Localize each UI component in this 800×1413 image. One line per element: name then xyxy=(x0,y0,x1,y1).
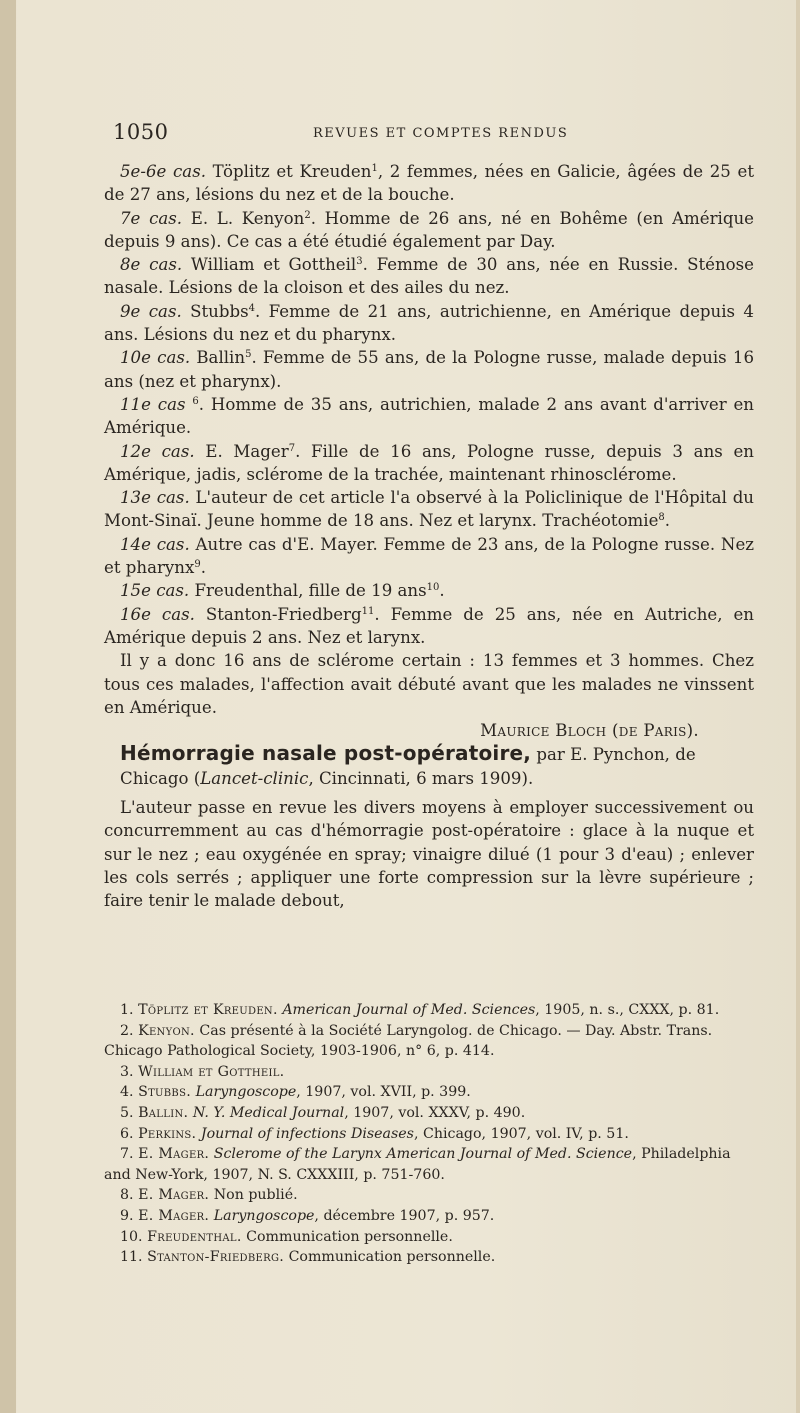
case-paragraph xyxy=(104,440,754,487)
case-text: , 2 femmes, nées en Galicie, âgées de 25 et de 27 ans, lésions du nez et de la bouche. xyxy=(104,162,754,205)
footnote: 6. Perkins. Journal of infections Diseases, Chicago, 1907, vol. IV, p. 51. xyxy=(120,1125,629,1142)
case-paragraph xyxy=(104,579,754,602)
case-label: 10e cas. xyxy=(120,348,191,368)
case-text: Ballin xyxy=(190,348,246,368)
article-heading xyxy=(104,742,754,766)
article-byline: par E. Pynchon, de xyxy=(531,745,696,765)
footnote-ref: 4 xyxy=(248,302,255,314)
footnote-source: N. Y. Medical Journal xyxy=(192,1104,345,1121)
footnote: 11. Stanton-Friedberg. Communication personnelle. xyxy=(120,1249,496,1266)
footnote-author: Kenyon. xyxy=(138,1022,195,1039)
case-text: Freudenthal, fille de 19 ans xyxy=(189,581,427,601)
case-label: 16e cas. xyxy=(120,604,195,624)
footnote-source: Laryngoscope xyxy=(213,1207,315,1224)
footnote-author: E. Mager. xyxy=(138,1207,210,1224)
case-text: Stanton-Friedberg xyxy=(194,604,362,624)
case-label: 7e cas. xyxy=(120,208,183,228)
footnote-author: Freudenthal. xyxy=(147,1228,242,1245)
footnote-source: American Journal of Med. Sciences xyxy=(282,1002,536,1018)
case-text: William et Gottheil xyxy=(182,255,357,275)
article-body: L'auteur passe en revue les divers moyens à employer successivement ou concurremment au cas d'hémorragie post-opératoire : glace à la nuque et sur le nez ; eau oxygénée en spray; vinaigre dilué (1 pour 3 d'eau) ; enlever les cols serrés ; appliquer une forte compression sur la lèvre supérieure ; faire tenir le malade debout, xyxy=(104,798,754,911)
footnote-ref: 5 xyxy=(245,349,252,361)
case-label: 15e cas. xyxy=(120,581,190,601)
case-text: . Femme de 21 ans, autrichienne, en Amérique depuis 4 ans. Lésions du nez et du pharynx. xyxy=(104,301,754,345)
case-text: . xyxy=(439,581,445,601)
footnote-author: E. Mager. xyxy=(138,1187,210,1204)
case-paragraph xyxy=(104,603,754,650)
footnote: 8. E. Mager. Non publié. xyxy=(120,1187,298,1204)
case-text: E. Mager xyxy=(194,441,289,461)
case-text: Töplitz et Kreuden xyxy=(205,162,372,181)
article-source: Chicago (Lancet-clinic, Cincinnati, 6 mars 1909). xyxy=(120,768,534,788)
footnote: 5. Ballin. N. Y. Medical Journal, 1907, vol. XXXV, p. 490. xyxy=(120,1104,526,1121)
footnote: 3. William et Gottheil. xyxy=(120,1063,285,1080)
case-paragraph xyxy=(104,207,754,254)
case-paragraph xyxy=(104,393,754,440)
footnote-ref: 3 xyxy=(356,256,363,268)
case-paragraph xyxy=(104,300,754,347)
footnote-author: Töplitz et Kreuden. xyxy=(138,1002,278,1018)
page-gutter-shadow xyxy=(0,0,16,1413)
footnote-author: E. Mager. xyxy=(138,1146,210,1163)
footnote-ref: 10 xyxy=(426,582,440,594)
footnote-ref: 7 xyxy=(288,442,296,454)
case-text: . Femme de 25 ans, née en Autriche, en Amérique depuis 2 ans. Nez et larynx. xyxy=(104,604,754,647)
footnote-author: Stanton-Friedberg. xyxy=(147,1249,285,1266)
running-head: REVUES ET COMPTES RENDUS xyxy=(313,126,569,141)
case-paragraph xyxy=(104,486,754,533)
footnote-ref: 9 xyxy=(194,559,201,571)
case-text: Stubbs xyxy=(181,301,249,321)
footnote: 1. Töplitz et Kreuden. American Journal of Med. Sciences, 1905, n. s., CXXX, p. 81. xyxy=(120,1002,720,1018)
case-text: . Femme de 55 ans, de la Pologne russe, malade depuis 16 ans (nez et pharynx). xyxy=(104,348,754,391)
case-text: . Homme de 26 ans, né en Bohême (en Amérique depuis 9 ans). Ce cas a été étudié également par Day. xyxy=(104,208,754,251)
case-label: 12e cas. xyxy=(120,441,195,461)
footnote-author: William et Gottheil. xyxy=(138,1063,285,1080)
case-label: 13e cas. xyxy=(120,488,190,508)
article-title: Hémorragie nasale post-opératoire, xyxy=(120,741,532,766)
case-label: 9e cas. xyxy=(120,301,182,321)
journal-name: Lancet-clinic xyxy=(200,768,309,788)
footnote: 2. Kenyon. Cas présenté à la Société Laryngolog. de Chicago. — Day. Abstr. Trans. Chicago Pathological Society, 1903-1906, n° 6, p. 414. xyxy=(104,1022,713,1060)
case-text: . Homme de 35 ans, autrichien, malade 2 ans avant d'arriver en Amérique. xyxy=(104,394,754,438)
footnote-author: Stubbs. xyxy=(138,1084,192,1101)
footnote-ref: 6 xyxy=(192,395,199,407)
page-header xyxy=(113,120,773,150)
footnote-ref: 2 xyxy=(304,209,311,221)
footnote-author: Ballin. xyxy=(138,1104,189,1121)
footnote: 4. Stubbs. Laryngoscope, 1907, vol. XVII, p. 399. xyxy=(120,1084,471,1101)
summary-paragraph: Il y a donc 16 ans de sclérome certain : 13 femmes et 3 hommes. Chez tous ces malades, l'affection avait débuté avant que les malades ne vinssent en Amérique. xyxy=(104,651,754,717)
case-text: . Femme de 30 ans, née en Russie. Sténose nasale. Lésions de la cloison et des ailes du nez. xyxy=(104,255,754,298)
case-text: . xyxy=(200,558,206,578)
footnote-source: Laryngoscope xyxy=(195,1084,297,1101)
footnote-ref: 11 xyxy=(361,605,375,617)
footnote-ref: 8 xyxy=(658,512,665,524)
footnotes xyxy=(104,1000,754,1268)
page-edge xyxy=(796,0,800,1413)
footnote-author: Perkins. xyxy=(138,1125,197,1142)
footnote-source: Sclerome of the Larynx American Journal of Med. Science xyxy=(213,1146,633,1163)
footnote: 9. E. Mager. Laryngoscope, décembre 1907, p. 957. xyxy=(120,1207,495,1224)
case-paragraph xyxy=(104,160,754,207)
footnote: 10. Freudenthal. Communication personnelle. xyxy=(120,1228,453,1245)
case-paragraph xyxy=(104,346,754,393)
page-number: 1050 xyxy=(113,120,169,144)
case-label: 5e-6e cas. xyxy=(120,162,206,181)
case-text: E. L. Kenyon xyxy=(182,208,305,228)
case-label: 11e cas xyxy=(120,394,186,414)
author-signature: Maurice Bloch (de Paris). xyxy=(480,721,699,741)
footnote-source: Journal of infections Diseases xyxy=(200,1125,414,1142)
main-text xyxy=(104,160,754,913)
case-label: 8e cas. xyxy=(120,255,183,275)
case-text: . xyxy=(664,511,671,531)
case-label: 14e cas. xyxy=(120,534,190,554)
case-text: L'auteur de cet article l'a observé à la Policlinique de l'Hôpital du Mont-Sinaï. Jeune homme de 18 ans. Nez et larynx. Trachéotomie xyxy=(104,488,754,531)
case-paragraph xyxy=(104,253,754,300)
footnote: 7. E. Mager. Sclerome of the Larynx American Journal of Med. Science, Philadelphia and New-York, 1907, N. S. CXXXIII, p. 751-760. xyxy=(104,1146,731,1183)
case-text: . Fille de 16 ans, Pologne russe, depuis 3 ans en Amérique, jadis, sclérome de la trachée, maintenant rhinosclérome. xyxy=(104,441,754,484)
case-text: Autre cas d'E. Mayer. Femme de 23 ans, de la Pologne russe. Nez et pharynx xyxy=(104,534,755,578)
footnote-ref: 1 xyxy=(371,163,378,174)
case-paragraph xyxy=(104,533,754,580)
